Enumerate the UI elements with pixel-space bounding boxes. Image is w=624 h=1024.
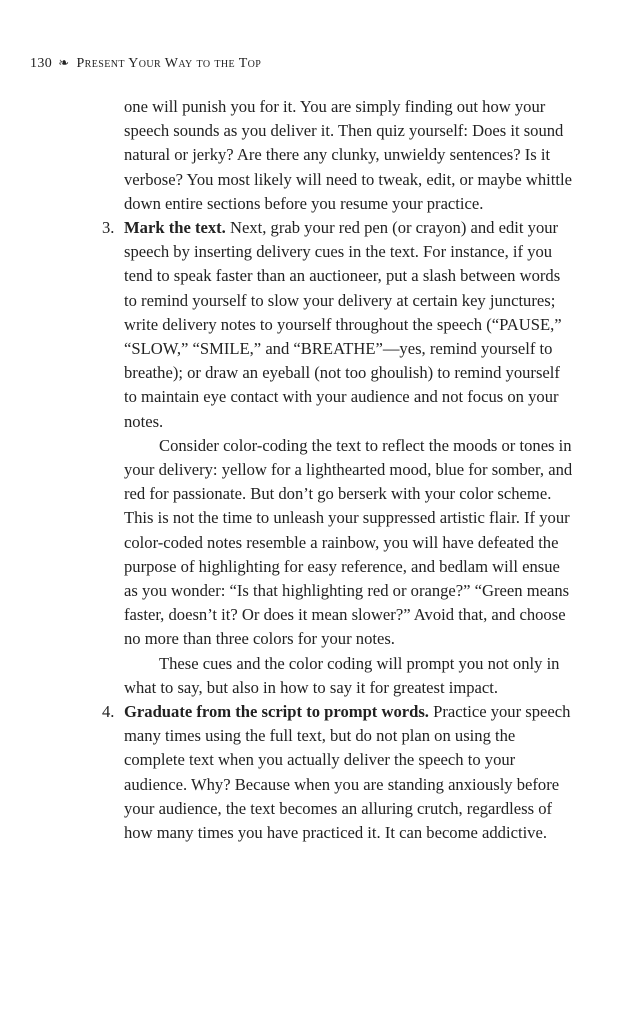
list-number: 3. bbox=[102, 218, 115, 238]
list-item-text: Practice your speech many times using the full text, but do not plan on using the complete text when you actually deliver the speech to your audience. Why? Because when you are standing anxiously before your audience, the text becomes an alluring crutch, regardless of how many times you have practiced it. It can become addictive. bbox=[124, 702, 571, 843]
running-header bbox=[30, 55, 261, 72]
list-item-paragraph bbox=[124, 216, 576, 434]
cues-paragraph: These cues and the color coding will prompt you not only in what to say, but also in how to say it for greatest impact. bbox=[124, 653, 560, 697]
list-item-heading: Graduate from the script to prompt words. bbox=[124, 702, 429, 722]
page-body bbox=[102, 95, 576, 845]
list-item-3 bbox=[102, 216, 576, 700]
fleuron-icon: ❧ bbox=[58, 55, 70, 70]
list-item-text: Next, grab your red pen (or crayon) and edit your speech by inserting delivery cues in the text. For instance, if you tend to speak faster than an auctioneer, put a slash between words to remind yourself to slow your delivery at certain key junctures; write delivery notes to yourself throughout the speech (“PAUSE,” “SLOW,” “SMILE,” and “BREATHE”—yes, remind yourself to breathe); or draw an eyeball (not too ghoulish) to remind yourself to maintain eye contact with your audience and not focus on your notes. bbox=[124, 218, 562, 431]
list-item-heading: Mark the text. bbox=[124, 218, 226, 238]
running-title: Present Your Way to the Top bbox=[76, 56, 262, 71]
continued-paragraph: one will punish you for it. You are simply finding out how your speech sounds as you deliver it. Then quiz yourself: Does it sound natural or jerky? Are there any clunky, unwieldy sentences? Is it verbose? You most likely will need to tweak, edit, or maybe whittle down entire sections before you resume your practice. bbox=[124, 97, 572, 213]
color-coding-paragraph: Consider color-coding the text to reflect the moods or tones in your delivery: yellow for a lighthearted mood, blue for somber, and red for passionate. But don’t go berserk with your color scheme. This is not the time to unleash your suppressed artistic flair. If your color-coded notes resemble a rainbow, you will have defeated the purpose of highlighting for easy reference, and bedlam will ensue as you wonder: “Is that highlighting red or orange?” “Green means faster, doesn’t it? Or does it mean slower?” Avoid that, and choose no more than three colors for your notes. bbox=[124, 435, 573, 649]
list-item-paragraph bbox=[124, 700, 576, 845]
list-item-4 bbox=[102, 700, 576, 845]
page-number: 130 bbox=[30, 56, 53, 71]
list-number: 4. bbox=[102, 702, 115, 722]
